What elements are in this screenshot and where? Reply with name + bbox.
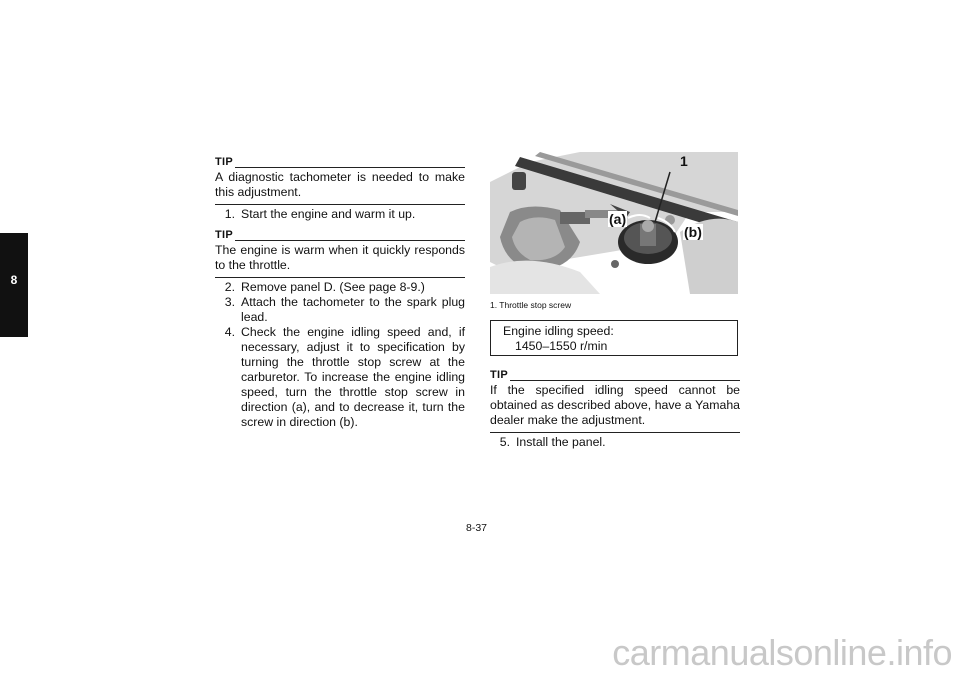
step-item: 4. Check the engine idling speed and, if necessary, adjust it to specification by turning the throttle stop screw at the carburetor. To increase the engine idling speed, turn the throttle stop screw in direction (a), and to decrease it, turn the screw in direction (b).: [224, 325, 465, 429]
tip-header: TIP: [490, 368, 740, 383]
tip-text: The engine is warm when it quickly responds to the throttle.: [215, 243, 465, 272]
left-column: [215, 155, 465, 430]
section-tab: 8: [0, 233, 28, 337]
step-item: 2. Remove panel D. (See page 8-9.): [224, 280, 425, 294]
tip-header: TIP: [215, 155, 465, 170]
step-item: 5. Install the panel.: [499, 435, 606, 449]
tip-text: A diagnostic tachometer is needed to make this adjustment.: [215, 170, 465, 199]
tip-header: TIP: [215, 228, 465, 243]
watermark: carmanualsonline.info: [612, 632, 952, 673]
tip-divider: [215, 204, 465, 205]
figure-caption: 1. Throttle stop screw: [490, 300, 572, 310]
tip-divider: [490, 432, 740, 433]
direction-label-a: (a): [609, 211, 627, 227]
step-item: 1. Start the engine and warm it up.: [224, 207, 416, 221]
callout-number: 1: [680, 153, 688, 169]
right-column: [490, 368, 740, 450]
direction-label-b: (b): [684, 224, 702, 240]
page-number: 8-37: [466, 522, 488, 534]
spec-box: [490, 320, 738, 356]
tip-text: If the specified idling speed cannot be obtained as described above, have a Yamaha dealer make the adjustment.: [490, 383, 740, 427]
spec-label: Engine idling speed:: [503, 324, 614, 338]
tip-divider: [215, 277, 465, 278]
spec-value: 1450–1550 r/min: [515, 339, 608, 353]
step-item: 3. Attach the tachometer to the spark plug lead.: [224, 295, 465, 324]
